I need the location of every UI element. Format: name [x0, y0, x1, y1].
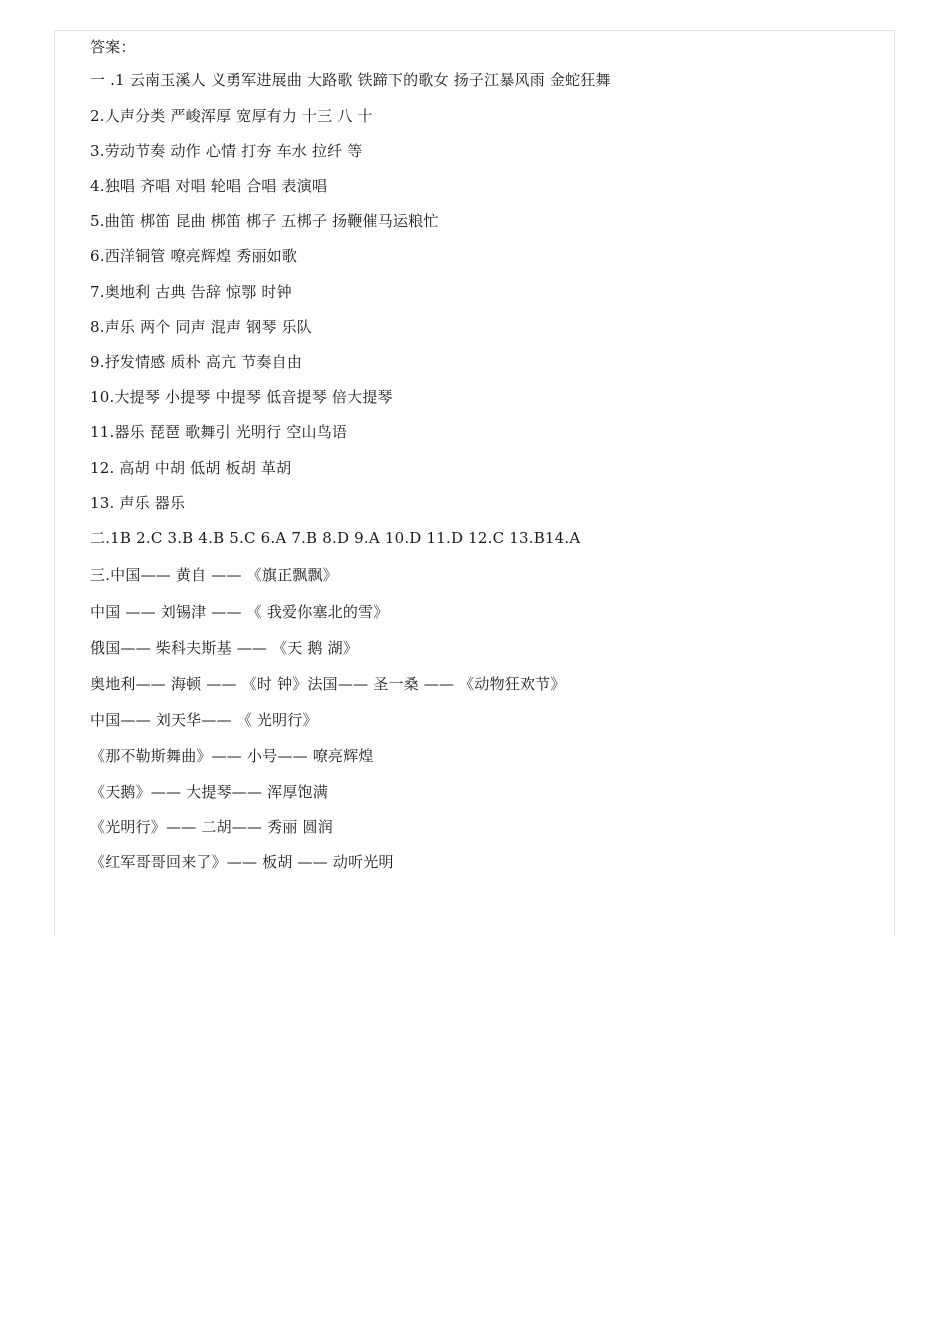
answer-line: 《那不勒斯舞曲》—— 小号—— 嘹亮辉煌: [90, 747, 374, 765]
answer-line: 13. 声乐 器乐: [90, 494, 186, 512]
answer-line: 4.独唱 齐唱 对唱 轮唱 合唱 表演唱: [90, 177, 328, 195]
answer-line: 8.声乐 两个 同声 混声 钢琴 乐队: [90, 318, 312, 336]
answer-line: 11.器乐 琵琶 歌舞引 光明行 空山鸟语: [90, 423, 348, 441]
answer-line: 中国—— 刘天华—— 《 光明行》: [90, 711, 318, 729]
answer-line: 6.西洋铜管 嘹亮辉煌 秀丽如歌: [90, 247, 298, 265]
answer-heading: 答案：: [90, 38, 136, 56]
answer-line: 5.曲笛 梆笛 昆曲 梆笛 梆子 五梆子 扬鞭催马运粮忙: [90, 212, 439, 230]
answer-line: 《红军哥哥回来了》—— 板胡 —— 动听光明: [90, 853, 394, 871]
answer-line: 俄国—— 柴科夫斯基 —— 《天 鹅 湖》: [90, 639, 359, 657]
answer-line: 三.中国—— 黄自 —— 《旗正飘飘》: [90, 566, 338, 584]
answer-line: 7.奥地利 古典 告辞 惊鄂 时钟: [90, 283, 292, 301]
answer-line: 一 .1 云南玉溪人 义勇军进展曲 大路歌 铁蹄下的歌女 扬子江暴风雨 金蛇狂舞: [90, 71, 611, 89]
answer-line: 10.大提琴 小提琴 中提琴 低音提琴 倍大提琴: [90, 388, 393, 406]
answer-line: 9.抒发情感 质朴 高亢 节奏自由: [90, 353, 303, 371]
answer-line: 《天鹅》—— 大提琴—— 浑厚饱满: [90, 783, 328, 801]
answer-line: 二.1B 2.C 3.B 4.B 5.C 6.A 7.B 8.D 9.A 10.D 11.D 12.C 13.B14.A: [90, 529, 581, 547]
answer-line: 《光明行》—— 二胡—— 秀丽 圆润: [90, 818, 333, 836]
answer-line: 12. 高胡 中胡 低胡 板胡 革胡: [90, 459, 292, 477]
answer-line: 2.人声分类 严峻浑厚 宽厚有力 十三 八 十: [90, 107, 373, 125]
answer-line: 3.劳动节奏 动作 心情 打夯 车水 拉纤 等: [90, 142, 363, 160]
answer-line: 中国 —— 刘锡津 —— 《 我爱你塞北的雪》: [90, 603, 389, 621]
answer-line: 奥地利—— 海顿 —— 《时 钟》法国—— 圣一桑 —— 《动物狂欢节》: [90, 675, 566, 693]
